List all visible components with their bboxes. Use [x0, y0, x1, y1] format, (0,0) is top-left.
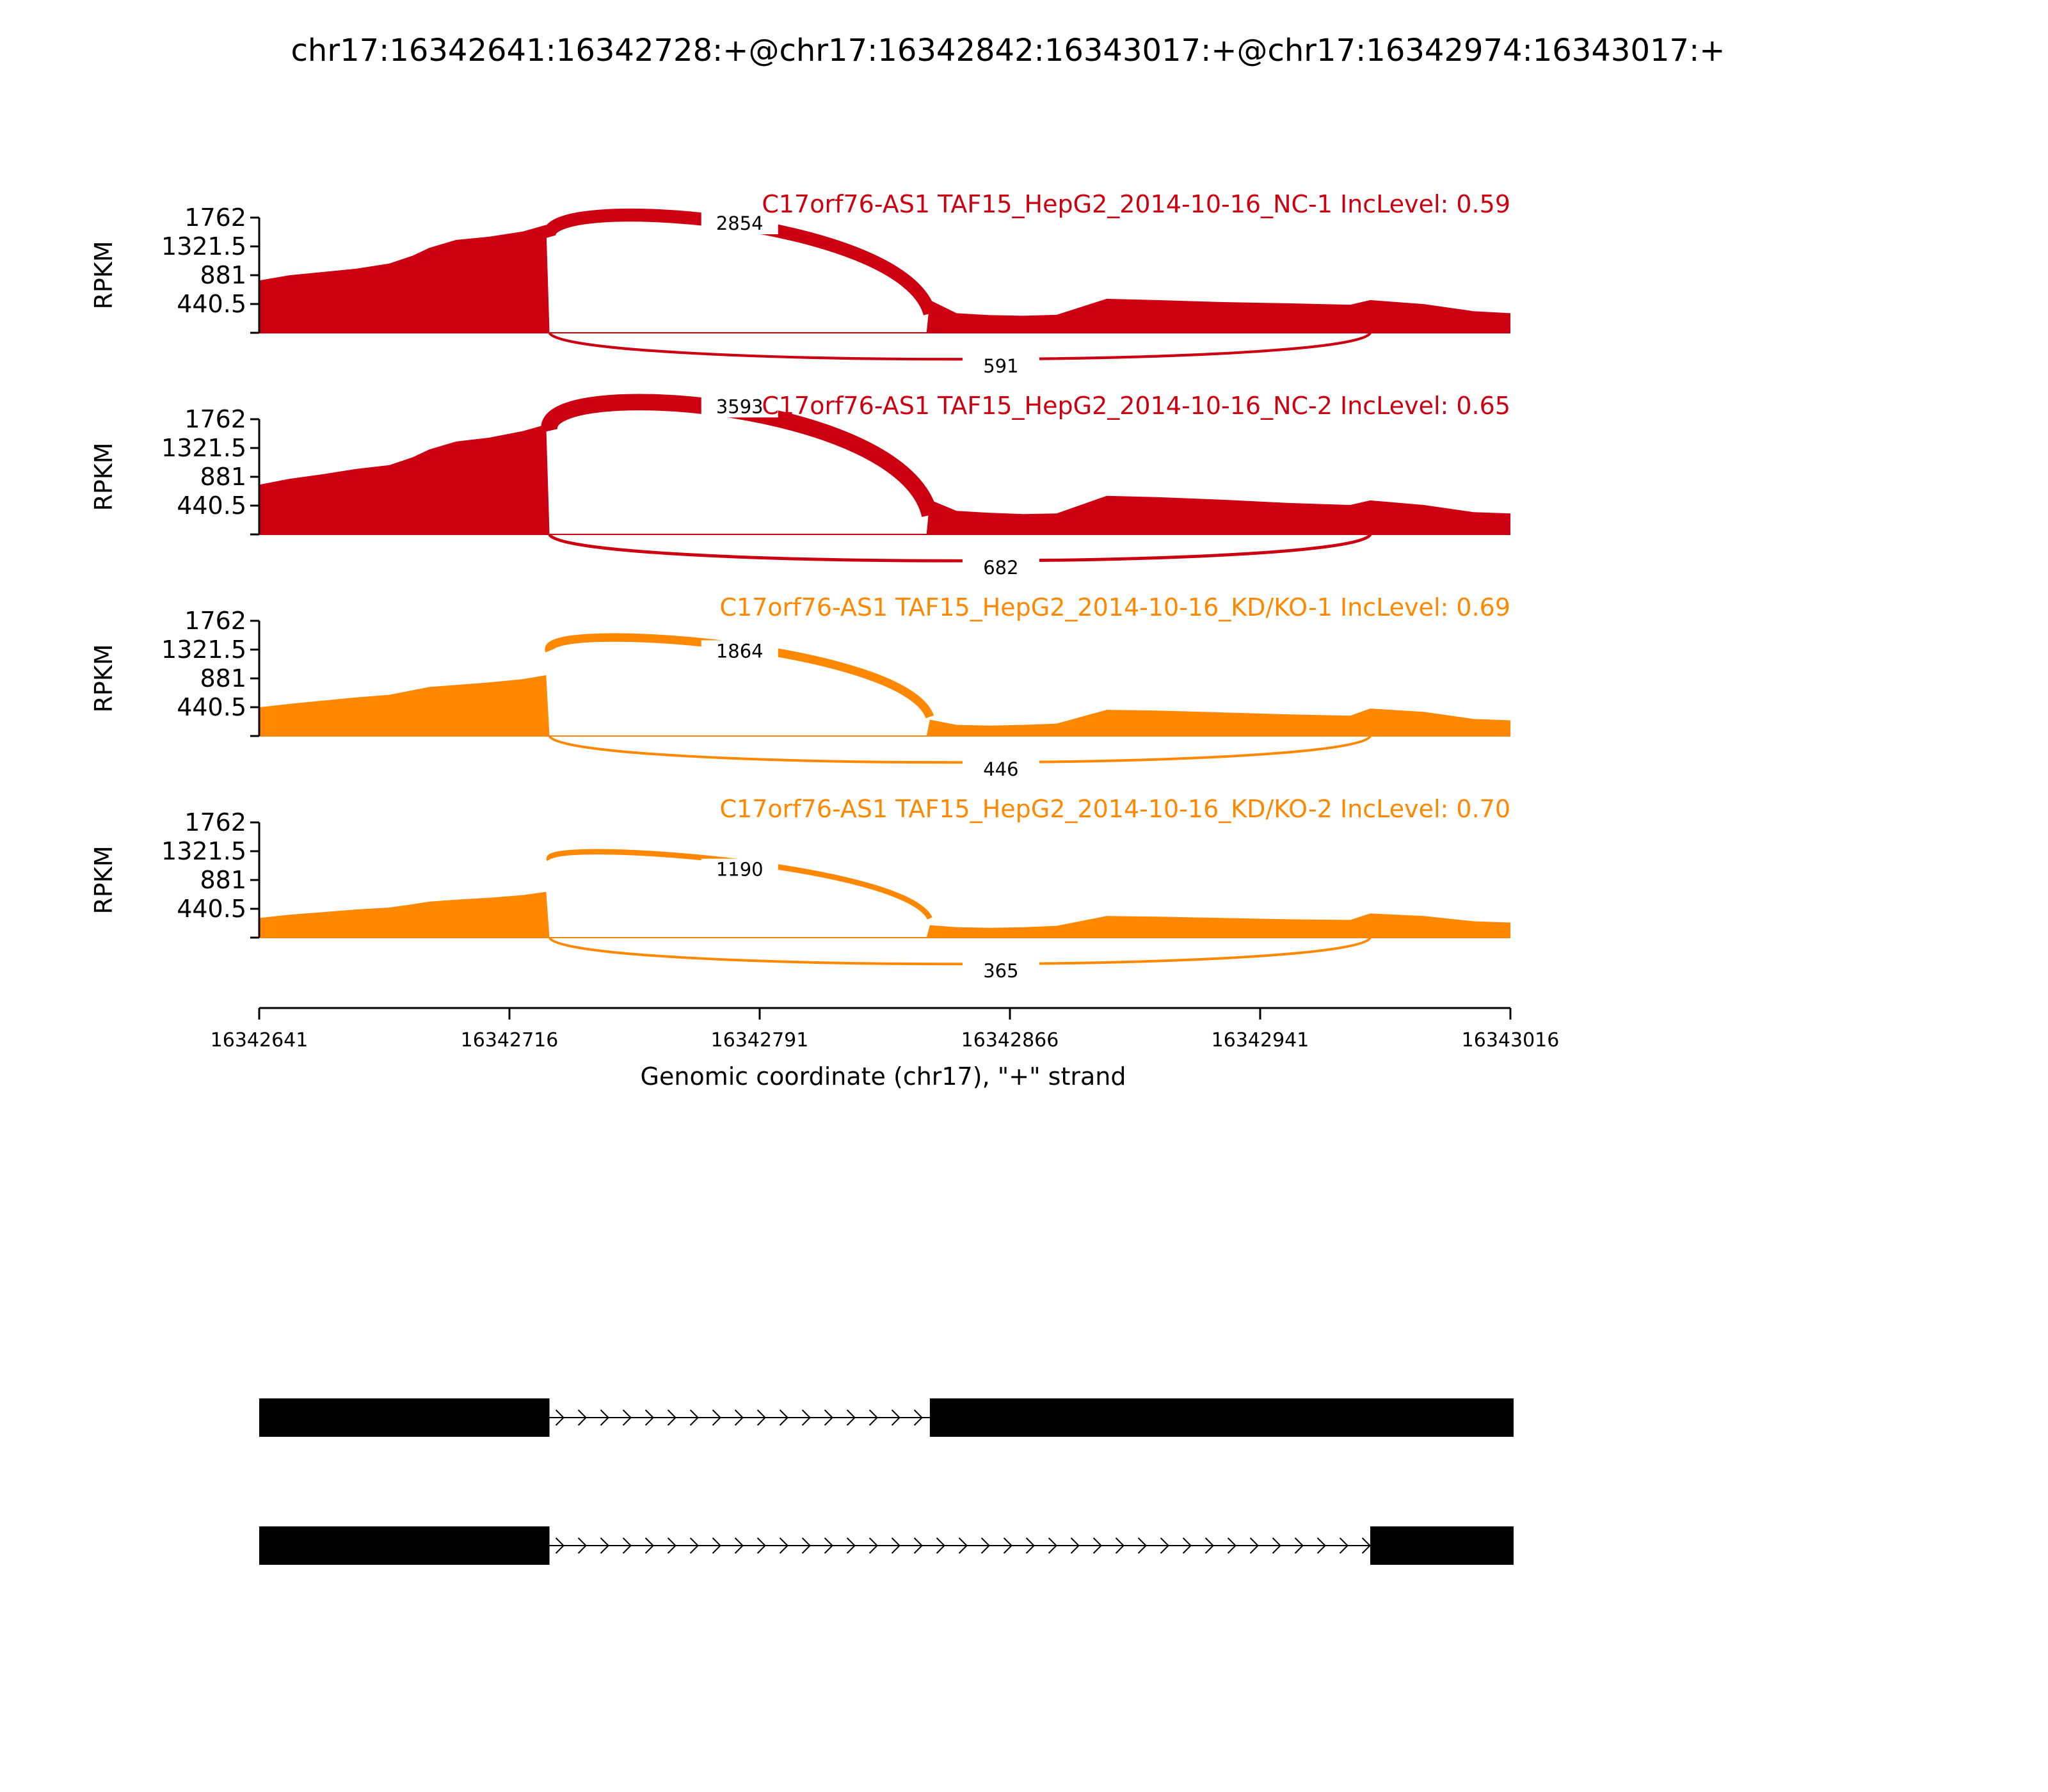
exon-block: [259, 1398, 550, 1437]
x-tick-label: 16342941: [1211, 1029, 1309, 1052]
junction-label: 365: [983, 960, 1019, 982]
exon-block: [1370, 1526, 1514, 1565]
x-tick-label: 16342866: [961, 1029, 1059, 1052]
panel-label: C17orf76-AS1 TAF15_HepG2_2014-10-16_KD/KO-1 IncLevel: 0.69: [719, 593, 1510, 621]
x-tick-label: 16342716: [460, 1029, 559, 1052]
y-tick-label: 1321.5: [161, 434, 246, 462]
junction-label: 3593: [716, 396, 764, 418]
y-axis-label: RPKM: [90, 644, 118, 713]
y-tick-label: 1321.5: [161, 232, 246, 260]
y-tick-label: 881: [200, 261, 246, 289]
y-tick-label: 440.5: [177, 693, 246, 721]
figure-title: chr17:16342641:16342728:+@chr17:16342842:16343017:+@chr17:16342974:16343017:+: [291, 33, 1725, 68]
y-tick-label: 1762: [184, 607, 246, 635]
y-tick-label: 881: [200, 664, 246, 692]
exon-block: [259, 1526, 550, 1565]
y-tick-label: 440.5: [177, 290, 246, 318]
y-tick-label: 881: [200, 463, 246, 491]
x-tick-label: 16343016: [1461, 1029, 1560, 1052]
x-tick-label: 16342791: [710, 1029, 809, 1052]
panel-label: C17orf76-AS1 TAF15_HepG2_2014-10-16_NC-2 IncLevel: 0.65: [762, 392, 1510, 420]
y-tick-label: 1321.5: [161, 837, 246, 865]
exon-block: [930, 1398, 1514, 1437]
junction-label: 591: [983, 355, 1019, 377]
y-tick-label: 1762: [184, 405, 246, 433]
junction-label: 682: [983, 557, 1019, 579]
y-tick-label: 881: [200, 866, 246, 894]
panel-label: C17orf76-AS1 TAF15_HepG2_2014-10-16_KD/KO-2 IncLevel: 0.70: [719, 795, 1510, 823]
panel-label: C17orf76-AS1 TAF15_HepG2_2014-10-16_NC-1 IncLevel: 0.59: [762, 190, 1510, 218]
y-tick-label: 1762: [184, 204, 246, 232]
y-tick-label: 1762: [184, 808, 246, 836]
y-tick-label: 440.5: [177, 895, 246, 923]
y-axis-label: RPKM: [90, 845, 118, 915]
y-tick-label: 440.5: [177, 492, 246, 520]
y-tick-label: 1321.5: [161, 636, 246, 664]
junction-label: 446: [983, 758, 1019, 780]
junction-label: 2854: [716, 212, 764, 235]
x-axis-label: Genomic coordinate (chr17), "+" strand: [640, 1062, 1126, 1091]
x-tick-label: 16342641: [210, 1029, 308, 1052]
junction-label: 1864: [716, 640, 764, 662]
y-axis-label: RPKM: [90, 442, 118, 511]
junction-label: 1190: [716, 858, 764, 881]
y-axis-label: RPKM: [90, 241, 118, 310]
